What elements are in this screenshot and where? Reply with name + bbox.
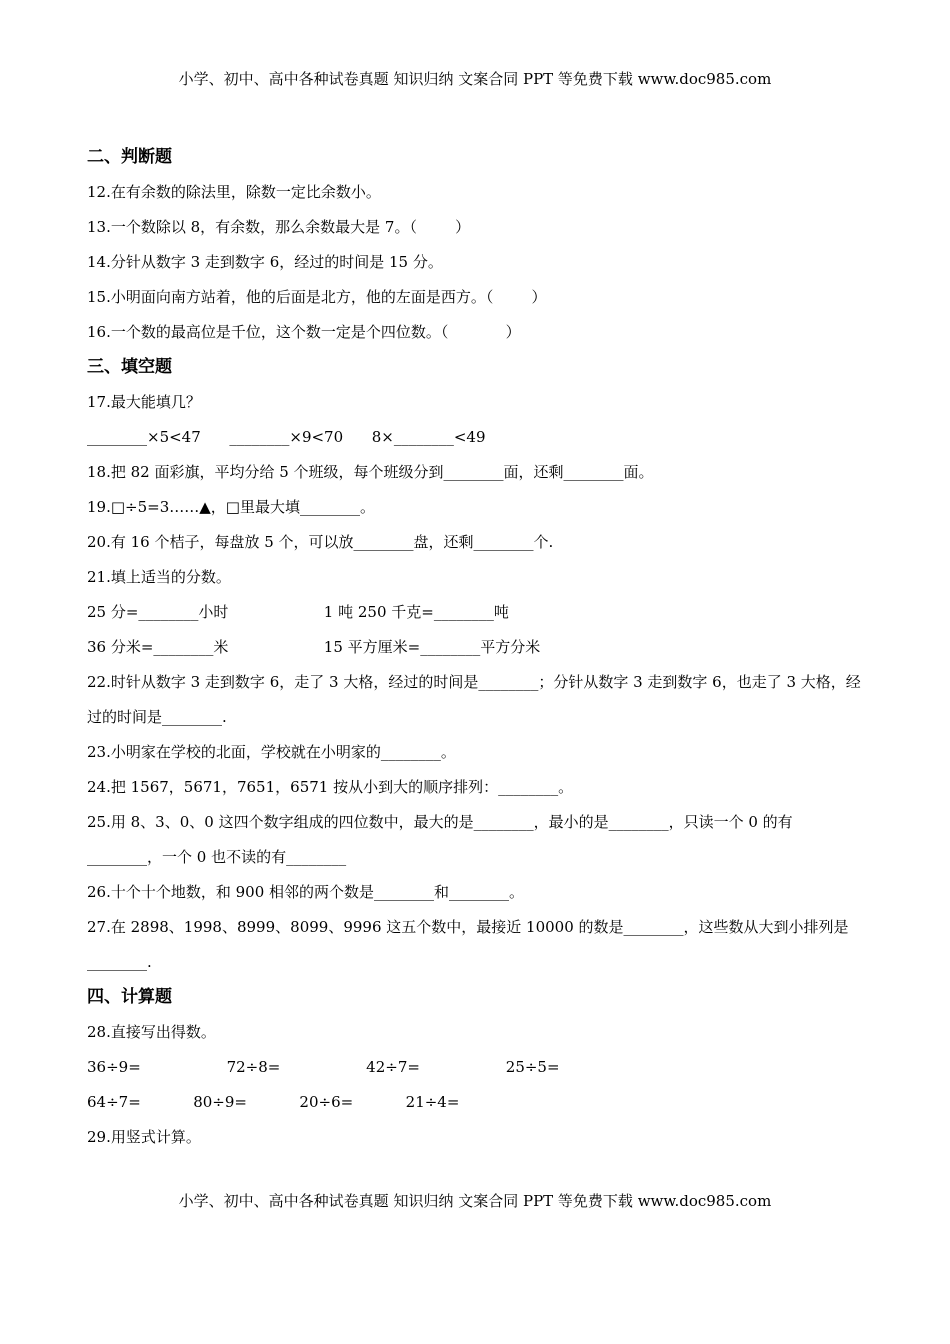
question-21-row-1: 25 分=________小时 1 吨 250 千克=________吨: [87, 603, 509, 621]
question-19: 19.□÷5=3……▲，□里最大填________。: [87, 498, 375, 516]
question-25: 25.用 8、3、0、0 这四个数字组成的四位数中，最大的是________，最小的是________，只读一个 0 的有________，一个 0 也不读的有________: [87, 813, 793, 866]
question-27: 27.在 2898、1998、8999、8099、9996 这五个数中，最接近 10000 的数是________，这些数从大到小排列是________.: [87, 918, 849, 971]
question-21: 21.填上适当的分数。: [87, 568, 231, 586]
question-23: 23.小明家在学校的北面，学校就在小明家的________。: [87, 743, 456, 761]
question-21-row-2: 36 分米=________米 15 平方厘米=________平方分米: [87, 638, 541, 656]
question-29: 29.用竖式计算。: [87, 1128, 201, 1146]
question-18: 18.把 82 面彩旗，平均分给 5 个班级，每个班级分到________面，还剩________面。: [87, 463, 654, 481]
page-footer: 小学、初中、高中各种试卷真题 知识归纳 文案合同 PPT 等免费下载 www.doc985.com: [178, 1192, 772, 1210]
section-title-calculation: 四、计算题: [87, 987, 172, 1007]
question-20: 20.有 16 个桔子，每盘放 5 个，可以放________盘，还剩________个.: [87, 533, 554, 551]
question-13: 13.一个数除以 8，有余数，那么余数最大是 7。（ ）: [87, 218, 471, 236]
question-17: 17.最大能填几？: [87, 393, 201, 411]
section-title-fill-in: 三、填空题: [87, 357, 172, 377]
question-28-row-2: 64÷7= 80÷9= 20÷6= 21÷4=: [87, 1093, 460, 1111]
exam-content: [87, 140, 867, 1155]
question-26: 26.十个十个地数，和 900 相邻的两个数是________和________。: [87, 883, 525, 901]
question-12: 12.在有余数的除法里，除数一定比余数小。: [87, 183, 381, 201]
question-16: 16.一个数的最高位是千位，这个数一定是个四位数。（ ）: [87, 323, 521, 341]
question-14: 14.分针从数字 3 走到数字 6，经过的时间是 15 分。: [87, 253, 443, 271]
question-15: 15.小明面向南方站着，他的后面是北方，他的左面是西方。（ ）: [87, 288, 547, 306]
question-28-row-1: 36÷9= 72÷8= 42÷7= 25÷5=: [87, 1058, 560, 1076]
question-22: 22.时针从数字 3 走到数字 6，走了 3 大格，经过的时间是________；分针从数字 3 走到数字 6，也走了 3 大格，经过的时间是________.: [87, 673, 861, 726]
page-header: 小学、初中、高中各种试卷真题 知识归纳 文案合同 PPT 等免费下载 www.doc985.com: [178, 70, 772, 88]
section-title-judgment: 二、判断题: [87, 147, 172, 167]
question-24: 24.把 1567，5671，7651，6571 按从小到大的顺序排列：________。: [87, 778, 574, 796]
question-17-items: ________×5<47 ________×9<70 8×________<49: [87, 428, 486, 446]
question-28: 28.直接写出得数。: [87, 1023, 216, 1041]
